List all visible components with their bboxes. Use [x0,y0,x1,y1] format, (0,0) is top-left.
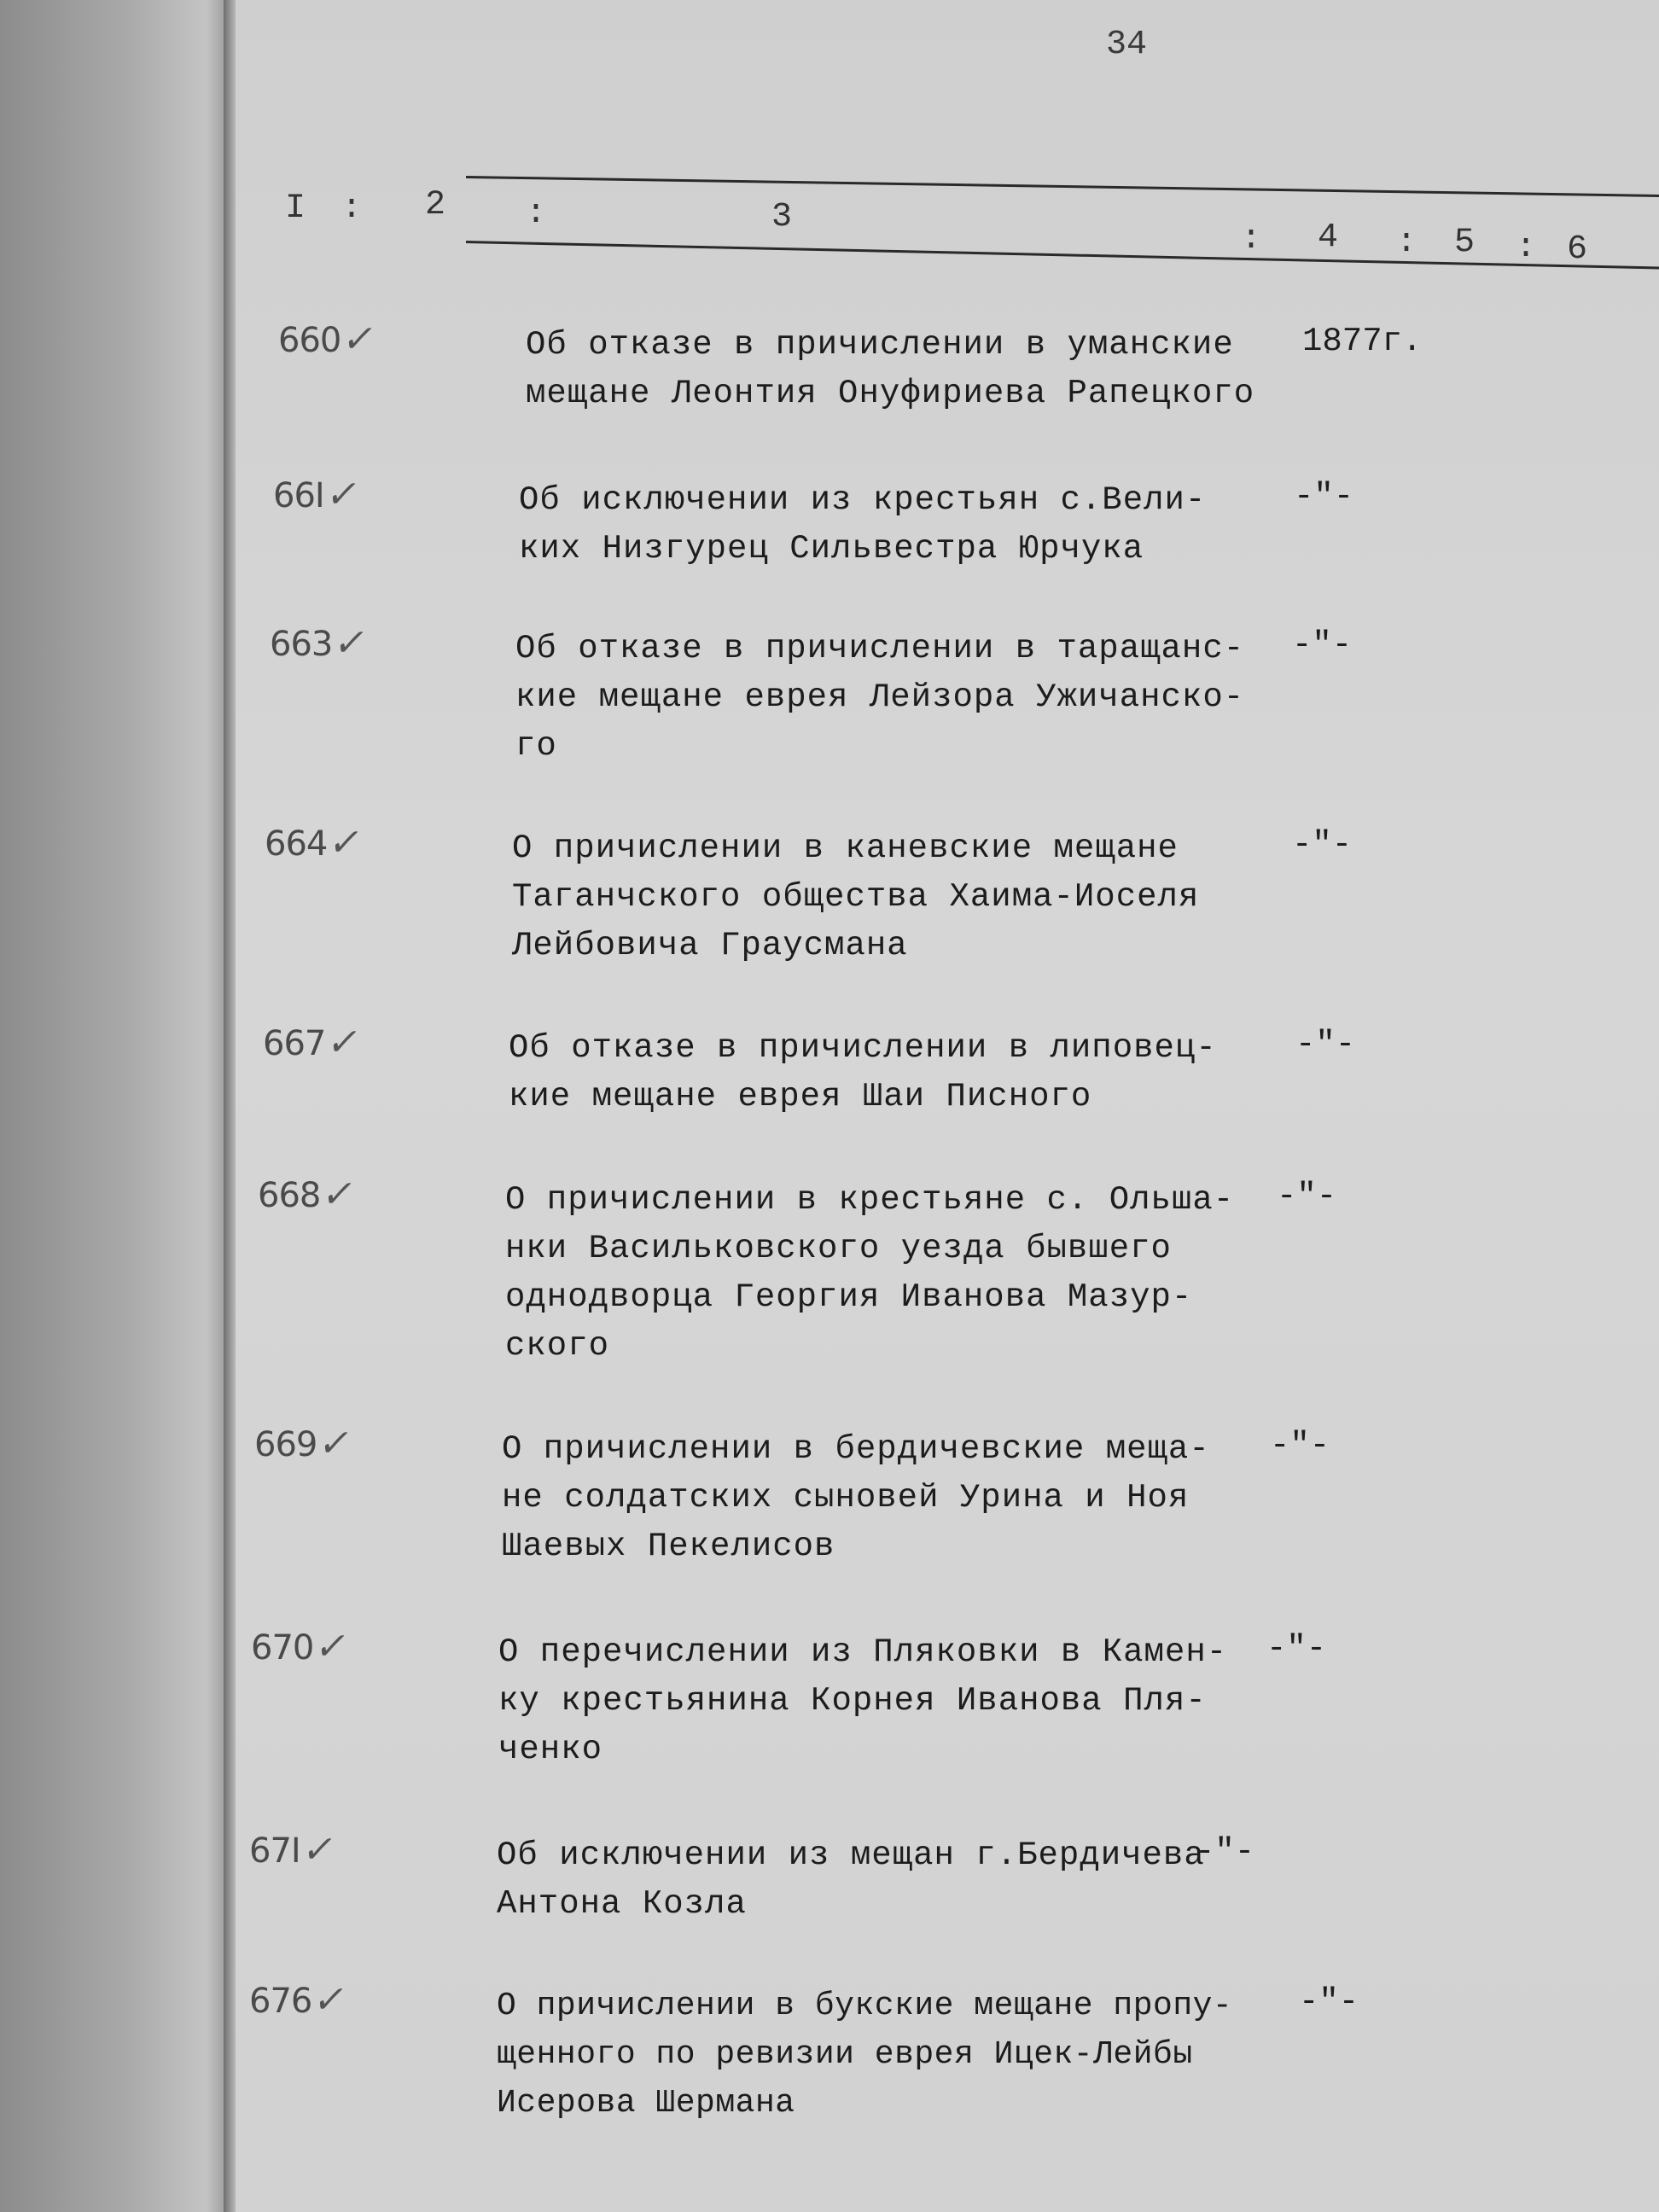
entry-number: 667✓ [263,1021,364,1064]
checkmark-icon: ✓ [330,621,371,665]
entry-number: 663✓ [270,621,371,665]
entry-description: О причислении в букские мещане пропу- щенного по ревизии еврея Ицек-Лейбы Исерова Шермана [497,1988,1233,2122]
entry-date: 1877г. [1302,323,1423,360]
column-header-6: 6 [1567,230,1588,269]
entry-description: Об исключении из крестьян с.Вели- ких Низгурец Сильвестра Юрчука [519,481,1207,568]
entry-description: Об отказе в причислении в липовец- кие мещане еврея Шаи Писного [509,1029,1217,1115]
entry-number: 664✓ [265,821,366,864]
entry-number: 660✓ [278,317,380,361]
entry-number: 67I✓ [249,1828,339,1871]
column-header-4: 4 [1318,218,1339,257]
entry-description: О причислении в бердичевские меща- не солдатских сыновей Урина и Ноя Шаевых Пекелисов [502,1430,1210,1565]
column-header-2: 2 [425,186,446,224]
entry-description: Об отказе в причислении в таращанс- кие мещане еврея Лейзора Ужичанско- го [515,630,1245,765]
entry-date: -"- [1295,1026,1356,1063]
checkmark-icon: ✓ [323,473,363,516]
entry-number: 670✓ [251,1625,352,1668]
checkmark-icon: ✓ [323,1021,364,1064]
entry-description: О перечислении из Пляковки в Камен- ку крестьянина Корнея Иванова Пля- ченко [498,1633,1228,1768]
column-header-1: I [285,189,306,228]
entry-description: Об исключении из мещан г.Бердичева Антона Козла [497,1837,1205,1923]
checkmark-icon: ✓ [318,1173,359,1216]
entry-date: -"- [1299,1983,1359,2021]
entry-date: -"- [1294,478,1354,515]
column-separator: : [1396,224,1417,262]
entry-number: 669✓ [254,1422,356,1465]
entry-number: 676✓ [249,1978,351,2022]
entry-date: -"- [1292,826,1353,864]
column-header-3: 3 [771,198,793,236]
entry-date: -"- [1195,1833,1255,1871]
page-number: 34 [1106,26,1148,64]
checkmark-icon: ✓ [310,1978,351,2022]
table-header-bottom-rule [466,241,1659,274]
table-header-top-rule [466,176,1659,201]
column-separator: : [526,195,547,233]
entry-date: -"- [1270,1427,1330,1464]
column-separator: : [1241,220,1262,259]
checkmark-icon: ✓ [325,821,366,864]
checkmark-icon: ✓ [339,317,380,361]
entry-number: 668✓ [258,1173,359,1216]
binding-strip [0,0,229,2212]
entry-date: -"- [1277,1178,1337,1215]
entry-description: Об отказе в причислении в уманские мещане Леонтия Онуфириева Рапецкого [526,326,1255,412]
column-separator: : [341,189,363,228]
checkmark-icon: ✓ [315,1422,356,1465]
column-separator: : [1516,229,1537,267]
entry-description: О причислении в каневские мещане Таганчского общества Хаима-Иоселя Лейбовича Граусмана [512,830,1200,964]
entry-date: -"- [1292,626,1353,664]
checkmark-icon: ✓ [299,1828,339,1871]
entry-description: О причислении в крестьяне с. Ольша- нки Васильковского уезда бывшего однодворца Георгия Иванова Мазур- ского [505,1181,1235,1365]
gutter-shadow [224,0,236,2212]
column-header-5: 5 [1454,224,1476,262]
document-page [236,0,1659,2212]
entry-date: -"- [1266,1630,1327,1668]
entry-number: 66I✓ [273,473,363,516]
checkmark-icon: ✓ [311,1625,352,1668]
